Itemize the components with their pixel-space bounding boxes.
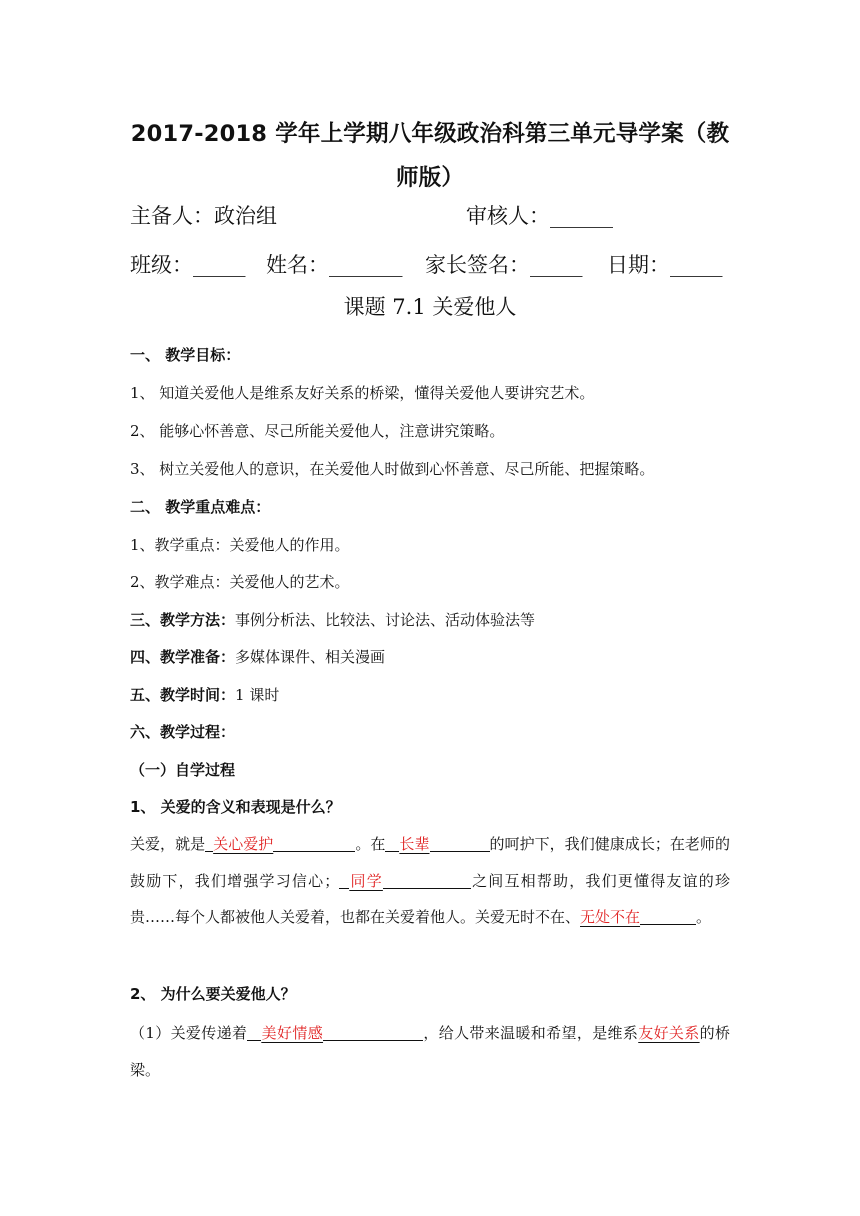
method-text: 事例分析法、比较法、讨论法、活动体验法等	[235, 611, 536, 629]
answer-blank-4: 无处不在	[580, 908, 641, 926]
date-field: 日期：_____	[607, 253, 723, 277]
class-field: 班级：_____	[130, 253, 246, 277]
answer-text: 的桥梁。	[130, 1024, 730, 1079]
answer-text: 。	[696, 908, 712, 926]
key-point-2: 2、教学难点：关爱他人的艺术。	[130, 573, 350, 591]
time-line	[130, 684, 279, 706]
answer-text: 关爱，就是	[130, 835, 206, 853]
goal-item-3: 3、 树立关爱他人的意识，在关爱他人时做到心怀善意、尽己所能、把握策略。	[130, 460, 655, 478]
question-1-answer	[130, 826, 730, 936]
answer-blank-5: 美好情感	[261, 1024, 324, 1042]
answer-text: （1）关爱传递着	[130, 1024, 248, 1042]
method-line	[130, 609, 535, 631]
self-study-heading: （一）自学过程	[130, 761, 236, 779]
question-2-answer	[130, 1015, 730, 1088]
key-point-1: 1、教学重点：关爱他人的作用。	[130, 536, 350, 554]
answer-blank-6: 友好关系	[638, 1024, 700, 1042]
answer-text: 的呵护下，我们健康成长；在老师的鼓励下，我们增强学习信心；	[130, 835, 730, 890]
question-1-heading: 1、 关爱的含义和表现是什么？	[130, 798, 341, 816]
prep-text: 多媒体课件、相关漫画	[235, 648, 386, 666]
prep-label: 四、教学准备：	[130, 648, 236, 666]
time-label: 五、教学时间：	[130, 686, 236, 704]
answer-blank-3: 同学	[349, 871, 383, 890]
method-label: 三、教学方法：	[130, 611, 236, 629]
question-2-heading: 2、 为什么要关爱他人？	[130, 985, 296, 1003]
goal-item-2: 2、 能够心怀善意、尽己所能关爱他人，注意讲究策略。	[130, 422, 505, 440]
answer-blank-2: 长辈	[399, 835, 430, 853]
lesson-title: 课题 7.1 关爱他人	[343, 295, 517, 319]
answer-text: 之间互相帮助，我们更懂得友谊的珍贵……每个人都被他人关爱着，也都在关爱着他人。关爱无时不在、	[130, 871, 730, 926]
preparer-label: 主备人：政治组	[130, 204, 277, 228]
parent-signature-field: 家长签名：_____	[425, 253, 583, 277]
reviewer-label: 审核人：______	[466, 204, 613, 228]
time-text: 1 课时	[235, 686, 280, 704]
name-field: 姓名：_______	[266, 253, 403, 277]
key-points-heading: 二、 教学重点难点：	[130, 498, 271, 516]
document-title: 2017-2018 学年上学期八年级政治科第三单元导学案（教师版）	[130, 121, 730, 191]
goals-heading: 一、 教学目标：	[130, 346, 241, 364]
answer-text: 。在	[355, 835, 386, 853]
goal-item-1: 1、 知道关爱他人是维系友好关系的桥梁，懂得关爱他人要讲究艺术。	[130, 384, 595, 402]
answer-text: ，给人带来温暖和希望，是维系	[423, 1024, 639, 1042]
prep-line	[130, 646, 385, 668]
answer-blank-1: 关心爱护	[213, 835, 274, 853]
process-heading: 六、教学过程：	[130, 723, 236, 741]
